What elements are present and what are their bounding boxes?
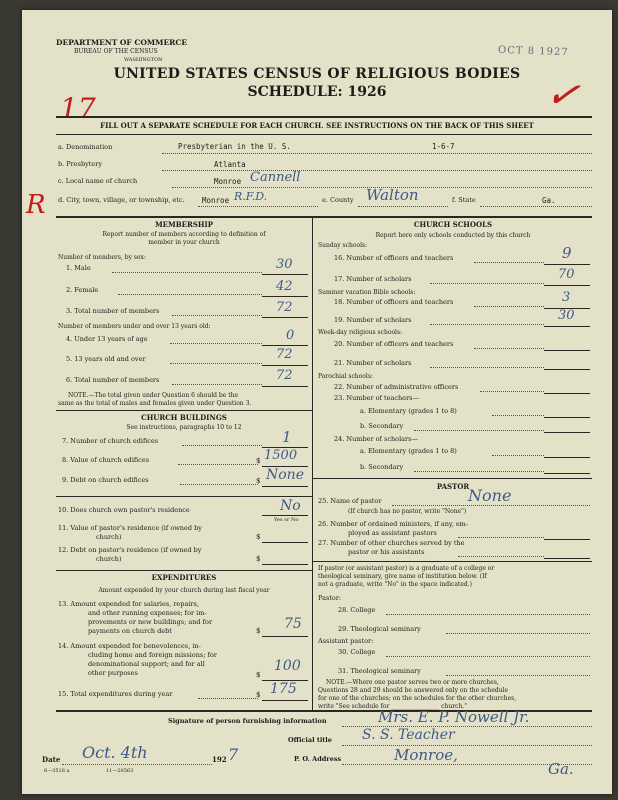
q5-leader <box>170 363 262 364</box>
q2-value: 42 <box>276 279 293 294</box>
q5-label: 5. 13 years old and over <box>66 355 146 363</box>
q26-leader <box>458 537 544 538</box>
q12-label-2: church) <box>96 555 122 563</box>
q14-line-1: 14. Amount expended for benevolences, in- <box>58 642 201 650</box>
q22-answer-line <box>544 393 590 394</box>
q30-label: 30. College <box>338 648 376 656</box>
department-name: DEPARTMENT OF COMMERCE <box>56 38 188 47</box>
q14-line-3: denominational support; and for all <box>88 660 205 668</box>
expenditures-top-rule <box>56 570 312 571</box>
column-divider <box>312 216 313 710</box>
denomination-code: 1-6-7 <box>432 142 455 151</box>
official-title-label: Official title <box>288 736 332 744</box>
q7-leader <box>182 445 262 446</box>
q15-label: 15. Total expenditures during year <box>58 690 173 698</box>
q17-value: 70 <box>558 267 575 282</box>
membership-intro-2: member in your church <box>148 239 220 246</box>
date-line <box>62 764 212 765</box>
q19-label: 19. Number of scholars <box>334 316 412 324</box>
q28-line <box>386 614 590 615</box>
q31-label: 31. Theological seminary <box>338 667 421 675</box>
q5-answer-line <box>262 365 308 366</box>
q4-leader <box>170 343 262 344</box>
buildings-sub: See instructions, paragraphs 10 to 12 <box>126 424 242 431</box>
q25-line <box>392 505 590 506</box>
q1-label: 1. Male <box>66 264 91 272</box>
q13-line-1: 13. Amount expended for salaries, repairs, <box>58 600 199 608</box>
table-top-rule <box>56 216 592 218</box>
header-divider <box>56 116 592 118</box>
q11-dollar: $ <box>256 533 261 541</box>
q11-label-2: church) <box>96 533 122 541</box>
q16-value: 9 <box>562 244 572 262</box>
membership-intro-1: Report number of members according to definition of <box>102 231 266 238</box>
q13-dollar: $ <box>256 627 261 635</box>
q2-answer-line <box>262 296 308 297</box>
q14-line-4: other purposes <box>88 669 138 677</box>
po-address-value: Monroe, <box>394 746 458 764</box>
q25-note: (If church has no pastor, write "None") <box>348 508 467 515</box>
q24-label: 24. Number of scholars— <box>334 435 418 443</box>
q3-value: 72 <box>276 300 293 315</box>
parochial-schools-label: Parochial schools: <box>318 373 373 380</box>
q24a-answer-line <box>544 457 590 458</box>
q3-answer-line <box>262 317 308 318</box>
q31-line <box>446 675 590 676</box>
q17-answer-line <box>544 285 590 286</box>
official-title-value: S. S. Teacher <box>362 727 455 743</box>
pastor-note-2: Questions 28 and 29 should be answered only on the schedule <box>318 687 509 694</box>
city-line <box>198 206 318 207</box>
membership-note-2: same as the total of males and females given under Question 3. <box>58 400 252 407</box>
q23-label: 23. Number of teachers— <box>334 394 419 402</box>
city-label: d. City, town, village, or township, etc. <box>58 196 185 204</box>
church-name-handwritten: Cannell <box>250 170 301 185</box>
membership-note-1: NOTE.—The total given under Question 6 should be the <box>68 392 239 399</box>
state-label: f. State <box>452 196 476 204</box>
q14-dollar: $ <box>256 671 261 679</box>
assistant-pastor-subheading: Assistant pastor: <box>318 637 374 645</box>
signature-label: Signature of person furnishing information <box>168 717 327 725</box>
q16-answer-line <box>544 264 590 265</box>
q14-value: 100 <box>274 658 301 674</box>
q5-value: 72 <box>276 347 293 362</box>
denomination-line <box>162 153 592 154</box>
q20-answer-line <box>544 350 590 351</box>
q27-answer-line <box>544 558 590 559</box>
buildings-mid-rule <box>56 496 312 497</box>
bureau-name: BUREAU OF THE CENSUS <box>74 48 158 55</box>
presbytery-line <box>162 170 592 171</box>
county-line <box>358 206 448 207</box>
q15-leader <box>198 698 258 699</box>
pastor-heading: PASTOR <box>436 482 470 491</box>
q13-line-4: payments on church debt <box>88 627 172 635</box>
q13-line-2: and other running expenses; for im- <box>88 609 207 617</box>
signature-value: Mrs. E. P. Nowell Jr. <box>378 708 530 726</box>
q27-leader <box>458 556 544 557</box>
city-typed: Monroe <box>202 196 230 205</box>
q12-label-1: 12. Debt on pastor's residence (if owned by <box>58 546 202 554</box>
q10-hint: Yes or No <box>274 517 299 523</box>
q24a-leader <box>492 455 544 456</box>
q1-answer-line <box>262 274 308 275</box>
q23b-label: b. Secondary <box>360 422 404 430</box>
q22-leader <box>480 391 544 392</box>
red-file-number: 17 <box>60 92 96 125</box>
state-typed: Ga. <box>542 196 556 205</box>
red-r-mark: R <box>26 190 46 220</box>
q19-value: 30 <box>558 308 575 323</box>
red-check-mark: ✓ <box>542 69 584 121</box>
form-code-2: 11—20563 <box>106 768 134 774</box>
q12-dollar: $ <box>256 555 261 563</box>
q23b-answer-line <box>544 432 590 433</box>
q24b-label: b. Secondary <box>360 463 404 471</box>
po-address-label: P. O. Address <box>294 755 342 763</box>
q26-answer-line <box>544 539 590 540</box>
q13-answer-line <box>262 636 308 637</box>
q7-value: 1 <box>282 428 292 446</box>
official-title-line <box>342 745 592 746</box>
grad-note-2: theological seminary, give name of institution below. (If <box>318 573 487 580</box>
date-value: Oct. 4th <box>82 743 148 762</box>
q18-value: 3 <box>562 290 571 305</box>
q6-value: 72 <box>276 368 293 383</box>
q29-label: 29. Theological seminary <box>338 625 421 633</box>
buildings-top-rule <box>56 410 312 411</box>
summer-schools-label: Summer vacation Bible schools: <box>318 289 416 296</box>
members-by-sex-label: Number of members, by sex: <box>58 254 146 261</box>
q17-label: 17. Number of scholars <box>334 275 412 283</box>
q22-label: 22. Number of administrative officers <box>334 383 459 391</box>
q8-value: 1500 <box>264 448 298 463</box>
q7-label: 7. Number of church edifices <box>62 437 159 445</box>
church-name-label: c. Local name of church <box>58 177 138 185</box>
year-value: 7 <box>228 745 239 764</box>
q15-answer-line <box>262 700 308 701</box>
city-handwritten: R.F.D. <box>234 190 268 203</box>
q10-label: 10. Does church own pastor's residence <box>58 506 190 514</box>
q12-answer-line <box>262 564 308 565</box>
q27-line-1: 27. Number of other churches served by the <box>318 539 465 547</box>
grad-top-rule <box>312 561 592 562</box>
pastor-top-rule <box>312 478 592 479</box>
q11-answer-line <box>262 542 308 543</box>
q8-dollar: $ <box>256 457 261 465</box>
sunday-schools-label: Sunday schools: <box>318 242 368 249</box>
q25-label: 25. Name of pastor <box>318 497 382 505</box>
church-name-typed: Monroe <box>214 177 242 186</box>
q17-leader <box>430 283 544 284</box>
instruction-divider <box>56 134 592 135</box>
denomination-value: Presbyterian in the U. S. <box>178 142 291 151</box>
q15-value: 175 <box>270 681 297 697</box>
q25-value: None <box>468 486 512 505</box>
weekday-schools-label: Week-day religious schools: <box>318 329 403 336</box>
q1-leader <box>112 272 262 273</box>
grad-note-1: If pastor (or assistant pastor) is a graduate of a college or <box>318 565 495 572</box>
q19-answer-line <box>544 326 590 327</box>
q21-leader <box>430 367 544 368</box>
presbytery-value: Atlanta <box>214 160 246 169</box>
form-code: 6—3518 a <box>44 768 70 774</box>
schedule-year: SCHEDULE: 1926 <box>247 84 387 100</box>
schools-heading: CHURCH SCHOOLS <box>413 220 493 229</box>
q6-answer-line <box>262 386 308 387</box>
q26-line-1: 26. Number of ordained ministers, if any, em- <box>318 520 469 528</box>
q14-line-2: cluding home and foreign missions; for <box>88 651 217 659</box>
q2-leader <box>118 294 262 295</box>
received-date-stamp: OCT 8 1927 <box>497 44 569 59</box>
grad-note-3: not a graduate, write "No" in the space indicated.) <box>318 581 472 588</box>
q23a-leader <box>492 415 544 416</box>
q6-leader <box>172 384 262 385</box>
q16-label: 16. Number of officers and teachers <box>334 254 454 262</box>
q16-leader <box>474 262 544 263</box>
q3-leader <box>172 315 262 316</box>
q9-label: 9. Debt on church edifices <box>62 476 149 484</box>
q9-value: None <box>266 467 304 483</box>
q28-label: 28. College <box>338 606 376 614</box>
buildings-heading: CHURCH BUILDINGS <box>141 413 227 422</box>
q18-leader <box>474 306 544 307</box>
q8-leader <box>178 464 258 465</box>
q6-label: 6. Total number of members <box>66 376 160 384</box>
q13-line-3: provements or new buildings; and for <box>88 618 213 626</box>
schools-sub: Report here only schools conducted by this church <box>375 232 531 239</box>
denomination-label: a. Denomination <box>58 143 113 151</box>
q2-label: 2. Female <box>66 286 99 294</box>
q10-answer-line <box>262 515 308 516</box>
year-prefix: 192 <box>212 755 227 764</box>
pastor-note-4: write "See schedule for ________________ church." <box>318 703 467 710</box>
q3-label: 3. Total number of members <box>66 307 160 315</box>
q9-answer-line <box>262 486 308 487</box>
pastor-note-3: for one of the churches; on the schedules for the other churches, <box>318 695 517 702</box>
q27-line-2: pastor or his assistants <box>348 548 425 556</box>
q13-value: 75 <box>284 616 302 632</box>
q4-value: 0 <box>286 328 295 343</box>
q15-dollar: $ <box>256 691 261 699</box>
presbytery-label: b. Presbytery <box>58 160 103 168</box>
q18-label: 18. Number of officers and teachers <box>334 298 454 306</box>
county-label: e. County <box>322 196 354 204</box>
age-heading: Number of members under and over 13 years old: <box>58 323 211 330</box>
q19-leader <box>430 324 544 325</box>
q8-label: 8. Value of church edifices <box>62 456 150 464</box>
census-schedule-page <box>22 10 612 794</box>
county-handwritten: Walton <box>366 186 419 204</box>
membership-heading: MEMBERSHIP <box>154 220 214 229</box>
expenditures-heading: EXPENDITURES <box>151 573 217 582</box>
q10-value: No <box>280 498 301 514</box>
q1-value: 30 <box>276 257 293 272</box>
q20-leader <box>474 348 544 349</box>
q21-answer-line <box>544 369 590 370</box>
state-line <box>480 206 592 207</box>
q20-label: 20. Number of officers and teachers <box>334 340 454 348</box>
q23b-leader <box>414 430 544 431</box>
q4-answer-line <box>262 345 308 346</box>
date-label: Date <box>42 755 61 764</box>
q23a-label: a. Elementary (grades 1 to 8) <box>360 407 457 415</box>
q21-label: 21. Number of scholars <box>334 359 412 367</box>
q24a-label: a. Elementary (grades 1 to 8) <box>360 447 457 455</box>
q29-line <box>446 633 590 634</box>
form-title: UNITED STATES CENSUS OF RELIGIOUS BODIES <box>113 66 521 82</box>
bureau-city: WASHINGTON <box>124 57 163 63</box>
po-address-state: Ga. <box>548 760 574 778</box>
pastor-subheading: Pastor: <box>318 594 342 602</box>
q24b-leader <box>414 471 544 472</box>
q30-line <box>386 656 590 657</box>
q24b-answer-line <box>544 473 590 474</box>
form-instruction: FILL OUT A SEPARATE SCHEDULE FOR EACH CHURCH. SEE INSTRUCTIONS ON THE BACK OF THIS SHEET <box>100 121 534 130</box>
expenditures-sub: Amount expended by your church during last fiscal year <box>98 587 270 594</box>
q11-label-1: 11. Value of pastor's residence (if owned by <box>58 524 202 532</box>
q4-label: 4. Under 13 years of age <box>66 335 148 343</box>
pastor-note-1: NOTE.—Where one pastor serves two or more churches, <box>326 679 499 686</box>
q26-line-2: ployed as assistant pastors <box>348 529 437 537</box>
q23a-answer-line <box>544 417 590 418</box>
q9-dollar: $ <box>256 477 261 485</box>
q9-leader <box>180 484 258 485</box>
